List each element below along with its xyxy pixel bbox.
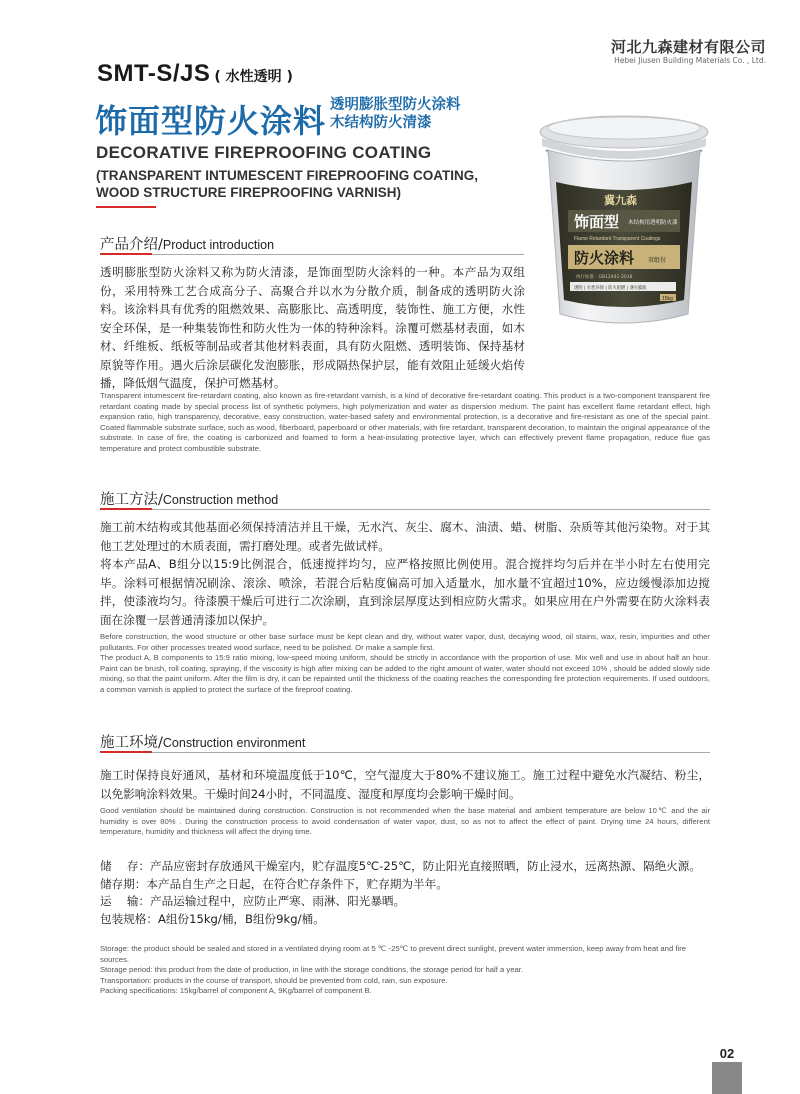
method-text-cn-1: 施工前木结构或其他基面必须保持清洁并且干燥，无水汽、灰尘、腐木、油渍、蜡、树脂、杂质等其他污染物。对于其他工艺处理过的木质表面，需打磨处理。或者先做试样。 bbox=[100, 520, 710, 553]
method-text-cn bbox=[100, 518, 710, 629]
environment-heading bbox=[100, 731, 305, 752]
model-code: SMT-S/JS bbox=[97, 60, 211, 87]
intro-heading-en: Product introduction bbox=[162, 238, 275, 252]
method-heading-en: Construction method bbox=[162, 493, 279, 507]
subtitle-en-2: WOOD STRUCTURE FIREPROOFING VARNISH) bbox=[96, 185, 401, 200]
company-name-en: Hebei Jiusen Building Materials Co. , Ltd. bbox=[614, 56, 766, 65]
bucket-line1-small: 木结构用透明防火漆 bbox=[628, 220, 678, 226]
bucket-line3-small: 双组份 bbox=[648, 257, 667, 264]
spec-packing-en: Packing specifications: 15kg/barrel of component A, 9Kg/barrel of component B. bbox=[100, 986, 372, 996]
bucket-line2-en: Flame Retardant Transparent Coatings bbox=[574, 236, 661, 242]
method-heading bbox=[100, 488, 278, 509]
intro-heading-cn: 产品介绍/ bbox=[100, 237, 163, 253]
alias-2: 木结构防火清漆 bbox=[330, 115, 432, 131]
method-divider bbox=[100, 509, 710, 510]
spec-storage-cn: 储 存：产品应密封存放通风干燥室内，贮存温度5℃-25℃，防止阳光直接照晒，防止浸水，远离热源、隔绝火源。 bbox=[100, 859, 701, 873]
bucket-standard: 执行标准：GB12441-2018 bbox=[576, 275, 633, 280]
method-text-en bbox=[100, 632, 710, 696]
spec-list-cn bbox=[100, 858, 710, 928]
title-underline bbox=[96, 206, 156, 208]
page-title: 饰面型防火涂料 bbox=[95, 102, 327, 140]
environment-accent bbox=[100, 751, 152, 753]
method-heading-cn: 施工方法/ bbox=[100, 492, 163, 508]
page-subtitle-en bbox=[96, 167, 478, 201]
environment-heading-cn: 施工环境/ bbox=[100, 735, 163, 751]
title-aliases bbox=[330, 96, 461, 132]
method-text-cn-2: 将本产品A、B组分以15:9比例混合，低速搅拌均匀，应严格按照比例使用。混合搅拌均匀后并在半小时左右使用完毕。涂料可根据情况刷涂、滚涂、喷涂，若混合后粘度偏高可加入适量水，加水量不宜超过10%，应边缓慢添加边搅拌，使漆液均匀。待漆膜干燥后可进行二次涂刷，直到涂层厚度达到相应防火需求。如果应用在户外需要在防火涂料表面在涂覆一层普通清漆加以保护。 bbox=[100, 557, 710, 627]
environment-text-en: Good ventilation should be maintained during construction. Construction is not recommended when the base material and ambient temperature are below 10℃ and the air humidity is over 80% . During the construction process to avoid condensation of water vapor, dust, so as not to affect the effect of paint. Drying time 24 hours, different temperature, humidity and thickness will affect the drying time. bbox=[100, 806, 710, 837]
intro-accent bbox=[100, 253, 152, 255]
intro-heading bbox=[100, 233, 274, 254]
page-number: 02 bbox=[719, 1046, 735, 1061]
bucket-brand: 冀九森 bbox=[604, 194, 637, 207]
page-tab bbox=[712, 1062, 742, 1094]
spec-shelf-life-cn: 储存期：本产品自生产之日起，在符合贮存条件下，贮存期为半年。 bbox=[100, 876, 448, 891]
method-text-en-1: Before construction, the wood structure or other base surface must be kept clean and dry, without water vapor, dust, decaying wood, oil stains, wax, resin, impurities and other pollutants. For other processes treated wood surface, need to be polished. Or make a sample first. bbox=[100, 632, 710, 652]
product-bucket-image bbox=[530, 110, 718, 328]
intro-text-cn: 透明膨胀型防火涂料又称为防火清漆，是饰面型防火涂料的一种。本产品为双组份，采用特殊工艺合成高分子、高聚合并以水为分散介质，制备成的透明防火涂料。该涂料具有优秀的阻燃效果、高膨胀比、高透明度，装饰性、施工方便，水性安全环保，是一种集装饰性和防火性为一体的特种涂料。涂覆可燃基材表面，如木材、纤维板、纸板等制品或者其他材料表面，具有防火阻燃、透明装饰、保持基材原貌等作用。遇火后涂层碳化发泡膨胀，形成隔热保护层，能有效阻止延缓火焰传播，降低烟气温度，保护可燃基材。 bbox=[100, 265, 525, 390]
environment-text-cn: 施工时保持良好通风，基材和环境温度低于10℃，空气湿度大于80%不建议施工。施工过程中避免水汽凝结、粉尘，以免影响涂料效果。干燥时间24小时，不同温度、湿度和厚度均会影响干燥时间。 bbox=[100, 768, 710, 801]
spec-shelf-life-en: Storage period: this product from the date of production, in line with the storage conditions, the storage period for half a year. bbox=[100, 965, 524, 975]
intro-text-en: Transparent intumescent fire-retardant coating, also known as fire-retardant varnish, is a kind of decorative fire-retardant coating. This product is a two-component transparent fire retardant coating made by special process list of synthetic polymers, high polymerization and water as dispersion medium. The paint has excellent flame retardant effect, high expansion ratio, high transparency, decorative, easy construction, water-based safety and environmental protection, is a decorative and fire-resistant as one of the special paint. Coated flammable substrate surface, such as wood, fiberboard, paperboard or other materials, with fire retardant, transparent decoration, to maintain the original appearance of the substrate. In case of fire, the coating is carbonized and foamed to form a heat-insulating protective layer, which can effectively prevent flame propagation, reduce flue gas temperature and protect combustible substrate. bbox=[100, 391, 710, 453]
environment-divider bbox=[100, 752, 710, 753]
alias-1: 透明膨胀型防火涂料 bbox=[330, 97, 461, 113]
bucket-features: 透明 | 水性环保 | 防火阻燃 | 遇火膨胀 bbox=[574, 286, 647, 291]
spec-transport-en: Transportation: products in the course of transport, should be prevented from cold, rain, sun exposure. bbox=[100, 975, 448, 985]
bucket-line1: 饰面型 bbox=[574, 213, 620, 231]
bucket-line3: 防火涂料 bbox=[574, 249, 635, 267]
spec-packing-cn: 包装规格：A组份15kg/桶，B组份9kg/桶。 bbox=[100, 911, 325, 926]
intro-divider bbox=[100, 254, 524, 255]
page-title-en: DECORATIVE FIREPROOFING COATING bbox=[96, 143, 432, 162]
spec-list-en bbox=[100, 944, 710, 997]
method-text-en-2: The product A, B components to 15:9 ratio mixing, low-speed mixing uniform, should be strictly in accordance with the proportion of use. Mix well and use in about half an hour. Paint can be brush, roll coating, spraying, if the viscosity is high after mixing can be added to the right amount of water, water should not exceed 10% , should be added slowly side mixing, so that the paint uniform. After the film is dry, it can be repainted until the thickness of the coating reaches the corresponding fire protection requirements. If used outdoors, a common varnish is applied to protect the surface of the fireproof coating. bbox=[100, 653, 710, 694]
method-accent bbox=[100, 508, 152, 510]
product-model bbox=[97, 60, 293, 88]
subtitle-en-1: (TRANSPARENT INTUMESCENT FIREPROOFING COATING, bbox=[96, 168, 478, 183]
spec-storage-en: Storage: the product should be sealed and stored in a ventilated drying room at 5 ℃ -25℃ to prevent direct sunlight, prevent water immersion, keep away from heat and fire sources. bbox=[100, 944, 687, 964]
bucket-weight-tag: 15kg bbox=[662, 296, 673, 302]
environment-heading-en: Construction environment bbox=[162, 736, 306, 750]
model-note: ( 水性透明 ) bbox=[214, 69, 293, 85]
company-name-cn: 河北九森建材有限公司 bbox=[610, 38, 766, 56]
spec-transport-cn: 运 输：产品运输过程中，应防止严寒、雨淋、阳光暴晒。 bbox=[100, 894, 406, 908]
